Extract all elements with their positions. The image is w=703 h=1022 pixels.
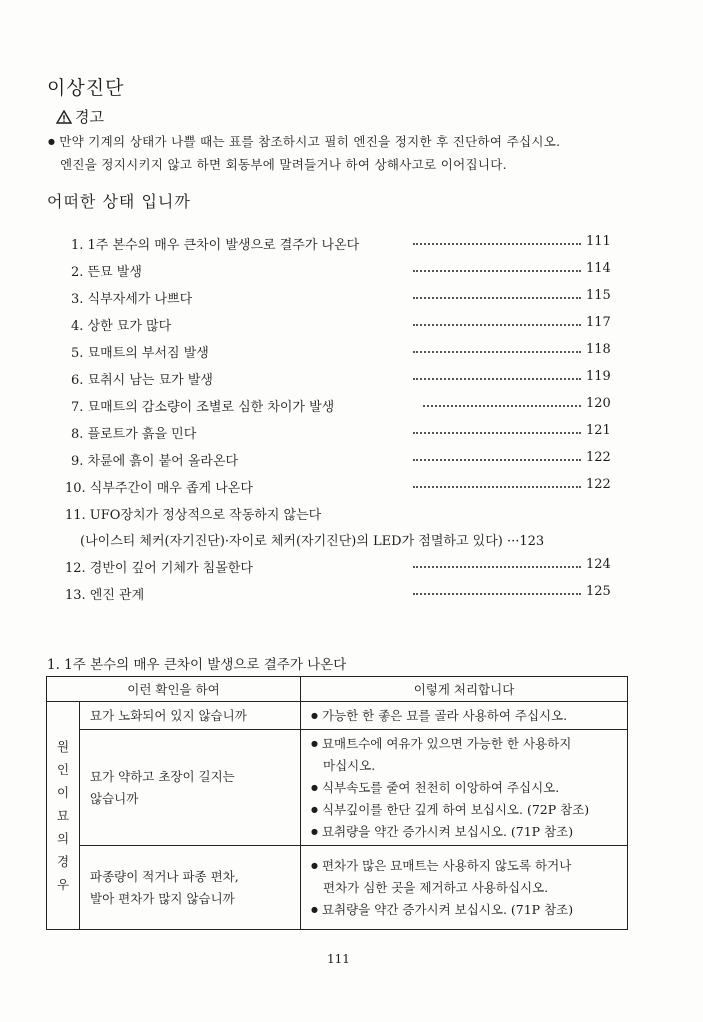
action-cell: ● 가능한 한 좋은 묘를 골라 사용하여 주십시오. (301, 702, 628, 730)
toc-item[interactable]: 3. 식부자세가 나쁘다 115 (71, 288, 611, 307)
toc-item[interactable]: 10. 식부주간이 매우 좁게 나온다 122 (65, 477, 611, 496)
warning-heading-text: 경고 (75, 108, 104, 126)
warning-heading (56, 106, 104, 127)
table-row (47, 846, 628, 930)
toc-item[interactable]: 4. 상한 묘가 많다 117 (71, 315, 611, 334)
side-label: 원 인 이 묘 의 경 우 (47, 702, 80, 930)
table-header-row (47, 677, 628, 702)
action-cell: ● 편차가 많은 묘매트는 사용하지 않도록 하거나 편차가 심한 곳을 제거하고 사용하십시오. ● 묘취량을 약간 증가시켜 보십시오. (71P 참조) (301, 846, 628, 930)
action-cell: ● 묘매트수에 여유가 있으면 가능한 한 사용하지 마십시오. ● 식부속도를 줄여 천천히 이앙하여 주십시오. ● 식부깊이를 한단 깊게 하여 보십시오. (72P 참조) ● 묘취량을 약간 증가시켜 보십시오. (71P 참조) (301, 730, 628, 846)
toc-item[interactable]: 12. 경반이 깊어 기체가 침몰한다 124 (65, 557, 611, 576)
warning-triangle-icon (56, 110, 72, 124)
page-title: 이상진단 (47, 77, 125, 99)
toc-item[interactable]: 6. 묘취시 남는 묘가 발생 119 (71, 369, 611, 388)
warning-line: ● 만약 기계의 상태가 나쁠 때는 표를 참조하시고 필히 엔진을 정지한 후 진단하여 주십시오. (48, 132, 560, 150)
page-number: 111 (327, 952, 350, 966)
toc-item[interactable]: 7. 묘매트의 감소량이 조별로 심한 차이가 발생 120 (71, 396, 611, 415)
cause-table (46, 676, 628, 930)
toc-item[interactable]: 1. 1주 본수의 매우 큰차이 발생으로 결주가 나온다 111 (71, 234, 611, 253)
bullet-icon (48, 134, 59, 149)
warning-line: 엔진을 정지시키지 않고 하면 회동부에 말려들거나 하여 상해사고로 이어집니다. (60, 157, 507, 172)
check-cell: 묘가 노화되어 있지 않습니까 (80, 702, 301, 730)
check-cell: 파종량이 적거나 파종 편차, 발아 편차가 많지 않습니까 (80, 846, 301, 930)
toc-heading: 어떠한 상태 입니까 (47, 192, 191, 211)
col-action-header: 이렇게 처리합니다 (301, 677, 628, 702)
table-row (47, 702, 628, 730)
check-cell: 묘가 약하고 초장이 길지는 않습니까 (80, 730, 301, 846)
toc-item[interactable]: 5. 묘매트의 부서짐 발생 118 (71, 342, 611, 361)
toc-item[interactable]: 8. 플로트가 흙을 민다 121 (71, 423, 611, 442)
toc-item-sub[interactable]: (나이스티 체커(자기진단)·자이로 체커(자기진단)의 LED가 점멸하고 있다) ···123 (80, 534, 545, 549)
section-heading: 1. 1주 본수의 매우 큰차이 발생으로 결주가 나온다 (47, 657, 347, 673)
toc-item[interactable]: 9. 차륜에 흙이 붙어 올라온다 122 (71, 450, 611, 469)
toc-item[interactable]: 13. 엔진 관계 125 (65, 584, 611, 603)
toc-item[interactable]: 11. UFO장치가 정상적으로 작동하지 않는다 (65, 508, 322, 523)
col-check-header: 이런 확인을 하여 (47, 677, 301, 702)
toc-item[interactable]: 2. 뜬묘 발생 114 (71, 261, 611, 280)
table-row (47, 730, 628, 846)
